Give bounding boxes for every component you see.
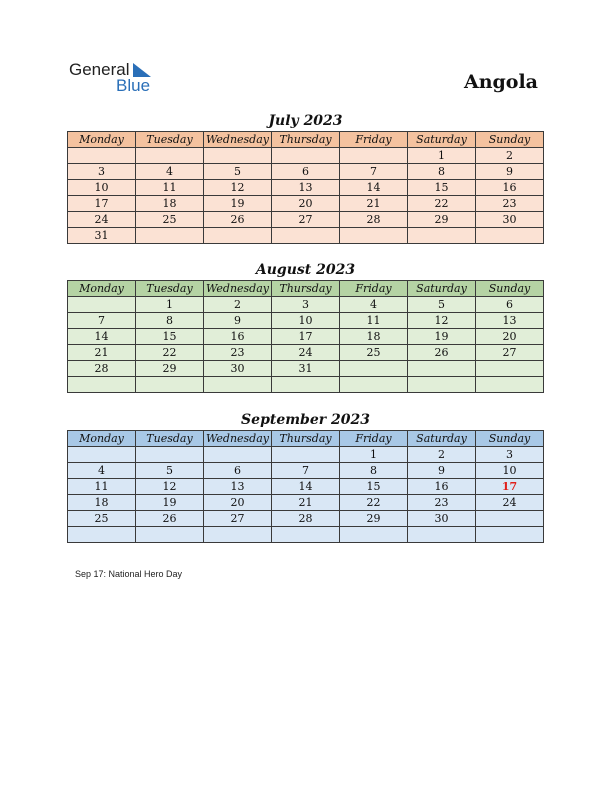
day-cell: 8 bbox=[408, 164, 476, 180]
day-cell: 21 bbox=[340, 196, 408, 212]
week-row bbox=[68, 511, 544, 527]
day-cell: 4 bbox=[340, 297, 408, 313]
day-cell: 10 bbox=[272, 313, 340, 329]
day-cell: 9 bbox=[408, 463, 476, 479]
day-cell: 5 bbox=[204, 164, 272, 180]
day-cell: 5 bbox=[136, 463, 204, 479]
day-cell: 17 bbox=[68, 196, 136, 212]
day-cell: 2 bbox=[204, 297, 272, 313]
day-cell: 22 bbox=[340, 495, 408, 511]
day-cell: 6 bbox=[204, 463, 272, 479]
empty-day-cell bbox=[340, 527, 408, 543]
day-cell: 24 bbox=[68, 212, 136, 228]
weekday-header: Wednesday bbox=[204, 281, 272, 297]
day-cell: 9 bbox=[204, 313, 272, 329]
day-cell: 10 bbox=[476, 463, 544, 479]
empty-day-cell bbox=[136, 447, 204, 463]
weekday-header: Thursday bbox=[272, 431, 340, 447]
day-cell: 7 bbox=[68, 313, 136, 329]
day-cell: 31 bbox=[68, 228, 136, 244]
day-cell: 11 bbox=[340, 313, 408, 329]
empty-day-cell bbox=[476, 377, 544, 393]
generalblue-logo bbox=[69, 60, 169, 96]
week-row bbox=[68, 228, 544, 244]
empty-day-cell bbox=[340, 228, 408, 244]
day-cell: 16 bbox=[204, 329, 272, 345]
day-cell: 11 bbox=[68, 479, 136, 495]
empty-day-cell bbox=[408, 361, 476, 377]
day-cell: 16 bbox=[408, 479, 476, 495]
week-row bbox=[68, 479, 544, 495]
day-cell: 15 bbox=[408, 180, 476, 196]
week-row bbox=[68, 313, 544, 329]
calendar-table bbox=[67, 430, 544, 543]
day-cell: 27 bbox=[476, 345, 544, 361]
empty-day-cell bbox=[272, 228, 340, 244]
weekday-header: Friday bbox=[340, 431, 408, 447]
empty-day-cell bbox=[68, 377, 136, 393]
calendar-table bbox=[67, 280, 544, 393]
day-cell: 20 bbox=[204, 495, 272, 511]
empty-day-cell bbox=[68, 527, 136, 543]
day-cell: 13 bbox=[476, 313, 544, 329]
day-cell: 20 bbox=[272, 196, 340, 212]
empty-day-cell bbox=[68, 148, 136, 164]
empty-day-cell bbox=[476, 228, 544, 244]
day-cell: 7 bbox=[272, 463, 340, 479]
day-cell: 18 bbox=[340, 329, 408, 345]
month-block-july bbox=[67, 111, 544, 244]
week-row bbox=[68, 148, 544, 164]
month-block-august bbox=[67, 260, 544, 393]
week-row bbox=[68, 361, 544, 377]
day-cell: 25 bbox=[68, 511, 136, 527]
weekday-header: Thursday bbox=[272, 281, 340, 297]
empty-day-cell bbox=[272, 148, 340, 164]
week-row bbox=[68, 180, 544, 196]
day-cell: 1 bbox=[408, 148, 476, 164]
day-cell: 20 bbox=[476, 329, 544, 345]
day-cell: 3 bbox=[476, 447, 544, 463]
day-cell: 29 bbox=[408, 212, 476, 228]
empty-day-cell bbox=[204, 228, 272, 244]
empty-day-cell bbox=[136, 228, 204, 244]
day-cell: 29 bbox=[340, 511, 408, 527]
day-cell: 12 bbox=[136, 479, 204, 495]
day-cell: 28 bbox=[272, 511, 340, 527]
day-cell: 1 bbox=[340, 447, 408, 463]
day-cell: 14 bbox=[68, 329, 136, 345]
day-cell: 3 bbox=[68, 164, 136, 180]
weekday-header: Wednesday bbox=[204, 132, 272, 148]
weekday-header: Thursday bbox=[272, 132, 340, 148]
empty-day-cell bbox=[136, 148, 204, 164]
empty-day-cell bbox=[68, 297, 136, 313]
day-cell: 17 bbox=[476, 479, 544, 495]
day-cell: 19 bbox=[408, 329, 476, 345]
month-title: July 2023 bbox=[268, 113, 343, 129]
empty-day-cell bbox=[340, 377, 408, 393]
day-cell: 26 bbox=[136, 511, 204, 527]
day-cell: 13 bbox=[272, 180, 340, 196]
week-row bbox=[68, 329, 544, 345]
day-cell: 27 bbox=[272, 212, 340, 228]
day-cell: 10 bbox=[68, 180, 136, 196]
weekday-header-row bbox=[68, 132, 544, 148]
weekday-header: Sunday bbox=[476, 132, 544, 148]
weekday-header: Tuesday bbox=[136, 431, 204, 447]
week-row bbox=[68, 495, 544, 511]
day-cell: 24 bbox=[476, 495, 544, 511]
empty-day-cell bbox=[204, 377, 272, 393]
day-cell: 18 bbox=[136, 196, 204, 212]
empty-day-cell bbox=[272, 447, 340, 463]
day-cell: 9 bbox=[476, 164, 544, 180]
weekday-header-row bbox=[68, 431, 544, 447]
weekday-header: Tuesday bbox=[136, 281, 204, 297]
day-cell: 16 bbox=[476, 180, 544, 196]
day-cell: 25 bbox=[340, 345, 408, 361]
empty-day-cell bbox=[476, 511, 544, 527]
month-title: August 2023 bbox=[255, 262, 356, 278]
logo-triangle-icon bbox=[133, 63, 151, 77]
weekday-header: Monday bbox=[68, 431, 136, 447]
day-cell: 26 bbox=[204, 212, 272, 228]
weekday-header: Sunday bbox=[476, 281, 544, 297]
day-cell: 1 bbox=[136, 297, 204, 313]
day-cell: 23 bbox=[476, 196, 544, 212]
month-title: September 2023 bbox=[241, 412, 370, 428]
day-cell: 30 bbox=[204, 361, 272, 377]
week-row bbox=[68, 377, 544, 393]
empty-day-cell bbox=[204, 447, 272, 463]
day-cell: 17 bbox=[272, 329, 340, 345]
week-row bbox=[68, 463, 544, 479]
day-cell: 21 bbox=[272, 495, 340, 511]
day-cell: 8 bbox=[136, 313, 204, 329]
empty-day-cell bbox=[408, 377, 476, 393]
weekday-header: Saturday bbox=[408, 281, 476, 297]
day-cell: 28 bbox=[340, 212, 408, 228]
week-row bbox=[68, 345, 544, 361]
day-cell: 12 bbox=[204, 180, 272, 196]
day-cell: 12 bbox=[408, 313, 476, 329]
weekday-header: Saturday bbox=[408, 431, 476, 447]
day-cell: 4 bbox=[136, 164, 204, 180]
day-cell: 30 bbox=[476, 212, 544, 228]
day-cell: 7 bbox=[340, 164, 408, 180]
day-cell: 2 bbox=[408, 447, 476, 463]
empty-day-cell bbox=[204, 527, 272, 543]
logo-word-blue: Blue bbox=[116, 76, 151, 95]
weekday-header: Friday bbox=[340, 132, 408, 148]
day-cell: 14 bbox=[272, 479, 340, 495]
day-cell: 2 bbox=[476, 148, 544, 164]
weekday-header: Saturday bbox=[408, 132, 476, 148]
day-cell: 11 bbox=[136, 180, 204, 196]
day-cell: 4 bbox=[68, 463, 136, 479]
day-cell: 30 bbox=[408, 511, 476, 527]
day-cell: 5 bbox=[408, 297, 476, 313]
day-cell: 24 bbox=[272, 345, 340, 361]
week-row bbox=[68, 527, 544, 543]
empty-day-cell bbox=[272, 527, 340, 543]
day-cell: 23 bbox=[204, 345, 272, 361]
week-row bbox=[68, 447, 544, 463]
day-cell: 13 bbox=[204, 479, 272, 495]
week-row bbox=[68, 164, 544, 180]
day-cell: 21 bbox=[68, 345, 136, 361]
empty-day-cell bbox=[68, 447, 136, 463]
day-cell: 18 bbox=[68, 495, 136, 511]
month-block-september bbox=[67, 410, 544, 543]
day-cell: 28 bbox=[68, 361, 136, 377]
empty-day-cell bbox=[408, 527, 476, 543]
day-cell: 23 bbox=[408, 495, 476, 511]
empty-day-cell bbox=[408, 228, 476, 244]
day-cell: 26 bbox=[408, 345, 476, 361]
weekday-header-row bbox=[68, 281, 544, 297]
empty-day-cell bbox=[476, 527, 544, 543]
logo-word-general: General bbox=[69, 60, 130, 79]
day-cell: 6 bbox=[476, 297, 544, 313]
day-cell: 15 bbox=[136, 329, 204, 345]
day-cell: 31 bbox=[272, 361, 340, 377]
empty-day-cell bbox=[340, 148, 408, 164]
day-cell: 19 bbox=[136, 495, 204, 511]
day-cell: 27 bbox=[204, 511, 272, 527]
weekday-header: Monday bbox=[68, 281, 136, 297]
week-row bbox=[68, 297, 544, 313]
empty-day-cell bbox=[136, 377, 204, 393]
day-cell: 8 bbox=[340, 463, 408, 479]
week-row bbox=[68, 212, 544, 228]
empty-day-cell bbox=[340, 361, 408, 377]
empty-day-cell bbox=[476, 361, 544, 377]
day-cell: 22 bbox=[136, 345, 204, 361]
country-title: Angola bbox=[463, 71, 538, 93]
weekday-header: Friday bbox=[340, 281, 408, 297]
day-cell: 3 bbox=[272, 297, 340, 313]
week-row bbox=[68, 196, 544, 212]
holiday-notes bbox=[75, 569, 182, 579]
day-cell: 29 bbox=[136, 361, 204, 377]
weekday-header: Sunday bbox=[476, 431, 544, 447]
day-cell: 6 bbox=[272, 164, 340, 180]
weekday-header: Monday bbox=[68, 132, 136, 148]
day-cell: 14 bbox=[340, 180, 408, 196]
empty-day-cell bbox=[204, 148, 272, 164]
weekday-header: Wednesday bbox=[204, 431, 272, 447]
holiday-note: Sep 17: National Hero Day bbox=[75, 569, 183, 579]
empty-day-cell bbox=[136, 527, 204, 543]
weekday-header: Tuesday bbox=[136, 132, 204, 148]
day-cell: 25 bbox=[136, 212, 204, 228]
empty-day-cell bbox=[272, 377, 340, 393]
day-cell: 22 bbox=[408, 196, 476, 212]
calendar-table bbox=[67, 131, 544, 244]
day-cell: 15 bbox=[340, 479, 408, 495]
day-cell: 19 bbox=[204, 196, 272, 212]
